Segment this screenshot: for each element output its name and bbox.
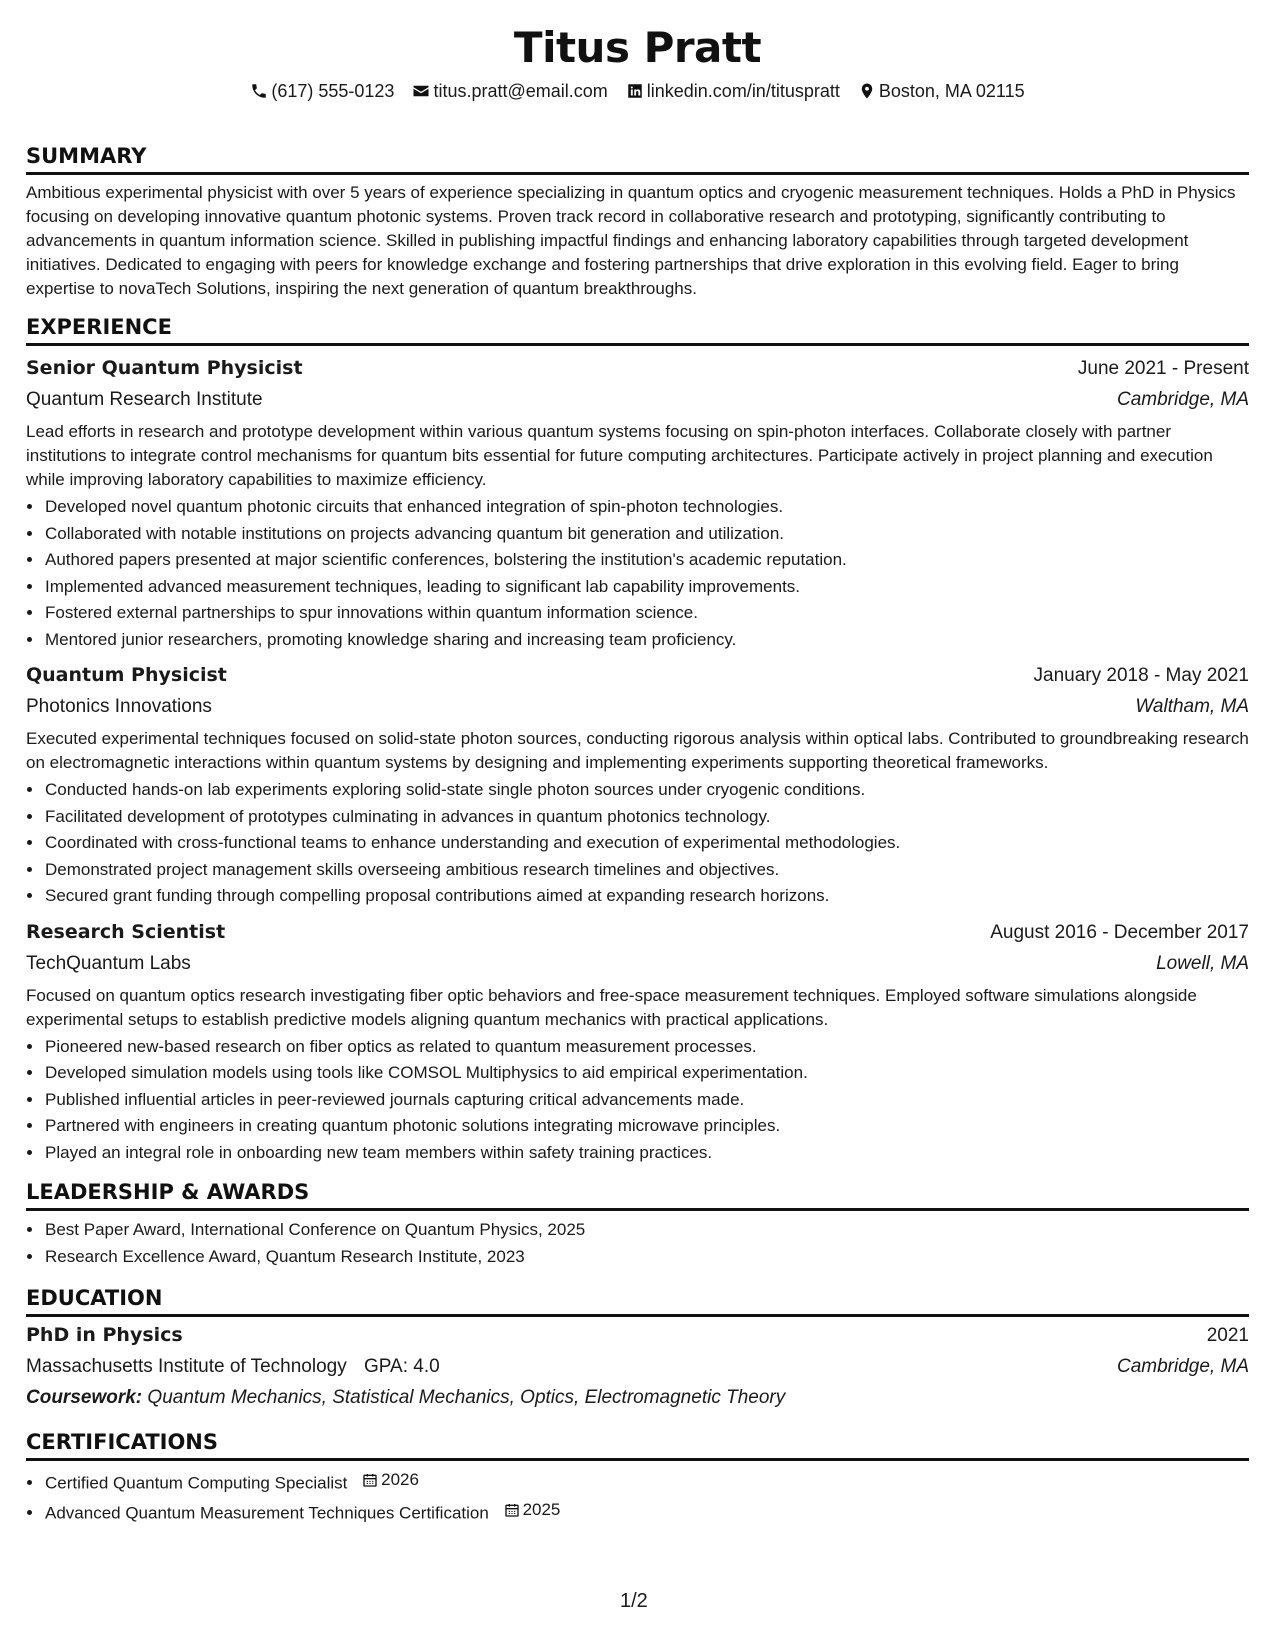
job-description: Focused on quantum optics research investigating fiber optic behaviors and free-space measurement techniques. Employed software simulations alongside experimental setups to establish predictive models aligning quantum mechanics with practical applications. bbox=[26, 985, 1197, 1029]
coursework-list: Quantum Mechanics, Statistical Mechanics, Optics, Electromagnetic Theory bbox=[147, 1387, 786, 1408]
graduation-year: 2021 bbox=[1206, 1325, 1249, 1346]
list-item bbox=[44, 1497, 1249, 1527]
linkedin-icon bbox=[626, 82, 644, 100]
candidate-name: Titus Pratt bbox=[513, 23, 762, 72]
coursework-label: Coursework: bbox=[26, 1387, 143, 1408]
phone-text: (617) 555-0123 bbox=[271, 81, 395, 101]
job-description: Lead efforts in research and prototype development within various quantum systems focusing on spin-photon interfaces. Collaborate closely with partner institutions to integrate control mechanisms for quantum bits essential for future computing architectures. Participate actively in project planning and execution while improving laboratory capabilities to maximize efficiency. bbox=[26, 422, 1213, 489]
list-item: • Collaborated with notable institutions on projects advancing quantum bit generation and utilization. bbox=[44, 521, 1249, 548]
contact-location bbox=[858, 78, 1025, 104]
list-item: • Played an integral role in onboarding new team members within safety training practices. bbox=[44, 1140, 1249, 1167]
calendar-icon bbox=[362, 1472, 378, 1488]
company-name: TechQuantum Labs bbox=[26, 952, 191, 974]
school-location: Cambridge, MA bbox=[1117, 1356, 1249, 1377]
location-text: Boston, MA 02115 bbox=[878, 81, 1025, 101]
contact-phone bbox=[250, 78, 394, 104]
list-item bbox=[44, 1467, 1249, 1497]
list-item: • Research Excellence Award, Quantum Research Institute, 2023 bbox=[44, 1244, 1249, 1271]
experience-section bbox=[26, 313, 1249, 1166]
company-name: Photonics Innovations bbox=[26, 696, 212, 717]
map-marker-icon bbox=[858, 82, 876, 100]
school-line bbox=[26, 1353, 440, 1381]
job-bullets bbox=[26, 494, 1249, 653]
page-number: 1/2 bbox=[620, 1590, 648, 1612]
company-name: Quantum Research Institute bbox=[26, 389, 263, 410]
list-item: • Secured grant funding through compelling proposal contributions aimed at expanding research horizons. bbox=[44, 883, 1249, 910]
certifications-section bbox=[26, 1428, 1249, 1527]
list-item: • Facilitated development of prototypes culminating in advances in quantum photonics technology. bbox=[44, 804, 1249, 831]
job-location: Lowell, MA bbox=[1156, 952, 1249, 974]
job-title: Research Scientist bbox=[26, 920, 226, 943]
certification-name: Advanced Quantum Measurement Techniques Certification bbox=[45, 1503, 489, 1522]
certification-year bbox=[504, 1497, 561, 1524]
list-item: • Fostered external partnerships to spur innovations within quantum information science. bbox=[44, 600, 1249, 627]
resume-header bbox=[26, 0, 1249, 104]
section-title-experience: EXPERIENCE bbox=[26, 313, 1249, 346]
job-title: Quantum Physicist bbox=[26, 664, 227, 686]
list-item: • Developed simulation models using tools like COMSOL Multiphysics to aid empirical experimentation. bbox=[44, 1060, 1249, 1087]
job-title: Senior Quantum Physicist bbox=[26, 357, 303, 379]
job-description: Executed experimental techniques focused on solid-state photon sources, conducting rigorous analysis within optical labs. Contributed to groundbreaking research on electromagnetic interactions within quantum systems by designing and implementing experiments supporting theoretical frameworks. bbox=[26, 729, 1249, 772]
calendar-icon bbox=[504, 1502, 520, 1518]
list-item: • Coordinated with cross-functional teams to enhance understanding and execution of experimental methodologies. bbox=[44, 830, 1249, 857]
job-entry bbox=[26, 918, 1249, 1167]
degree-name: PhD in Physics bbox=[26, 1324, 183, 1346]
contact-email[interactable] bbox=[412, 78, 607, 104]
gpa: GPA: 4.0 bbox=[364, 1356, 440, 1377]
certification-year-text: 2026 bbox=[381, 1470, 419, 1489]
job-entry bbox=[26, 354, 1249, 653]
list-item: • Developed novel quantum photonic circuits that enhanced integration of spin-photon technologies. bbox=[44, 494, 1249, 521]
contact-linkedin[interactable] bbox=[626, 78, 840, 104]
section-title-awards: LEADERSHIP & AWARDS bbox=[26, 1178, 1249, 1211]
job-bullets bbox=[26, 1034, 1249, 1167]
phone-icon bbox=[250, 82, 268, 100]
education-section bbox=[26, 1284, 1249, 1412]
summary-text: Ambitious experimental physicist with over 5 years of experience specializing in quantum optics and cryogenic measurement techniques. Holds a PhD in Physics focusing on developing innovative quantum photonic systems. Proven track record in collaborative research and prototyping, significantly contributing to advancements in quantum information science. Skilled in publishing impactful findings and enhancing laboratory capabilities through targeted development initiatives. Dedicated to engaging with peers for knowledge exchange and fostering partnerships that drive exploration in this evolving field. Eager to bring expertise to novaTech Solutions, inspiring the next generation of quantum breakthroughs. bbox=[26, 183, 1236, 298]
section-title-education: EDUCATION bbox=[26, 1284, 1249, 1317]
job-location: Cambridge, MA bbox=[1117, 389, 1249, 410]
envelope-icon bbox=[412, 82, 430, 100]
summary-section bbox=[26, 142, 1249, 301]
job-bullets bbox=[26, 777, 1249, 910]
certifications-list bbox=[26, 1467, 1249, 1527]
certification-year bbox=[362, 1467, 419, 1494]
section-title-certifications: CERTIFICATIONS bbox=[26, 1428, 1249, 1461]
section-title-summary: SUMMARY bbox=[26, 142, 1249, 175]
list-item: • Published influential articles in peer-reviewed journals capturing critical advancements made. bbox=[44, 1087, 1249, 1114]
list-item: • Implemented advanced measurement techniques, leading to significant lab capability improvements. bbox=[44, 574, 1249, 601]
coursework-line bbox=[26, 1384, 1249, 1412]
email-text[interactable]: titus.pratt@email.com bbox=[433, 81, 608, 101]
list-item: • Mentored junior researchers, promoting knowledge sharing and increasing team proficiency. bbox=[44, 627, 1249, 654]
list-item: • Demonstrated project management skills overseeing ambitious research timelines and objectives. bbox=[44, 857, 1249, 884]
job-entry bbox=[26, 661, 1249, 910]
linkedin-text[interactable]: linkedin.com/in/tituspratt bbox=[646, 81, 840, 101]
job-dates: August 2016 - December 2017 bbox=[990, 921, 1249, 943]
job-location: Waltham, MA bbox=[1135, 696, 1249, 717]
certification-year-text: 2025 bbox=[522, 1499, 561, 1519]
awards-section bbox=[26, 1178, 1249, 1270]
awards-list bbox=[26, 1217, 1249, 1270]
list-item: • Best Paper Award, International Conference on Quantum Physics, 2025 bbox=[44, 1217, 1249, 1244]
contact-bar bbox=[26, 78, 1249, 104]
list-item: • Partnered with engineers in creating quantum photonic solutions integrating microwave principles. bbox=[44, 1113, 1249, 1140]
list-item: • Pioneered new-based research on fiber optics as related to quantum measurement processes. bbox=[44, 1034, 1249, 1061]
job-dates: January 2018 - May 2021 bbox=[1033, 665, 1249, 686]
list-item: • Authored papers presented at major scientific conferences, bolstering the institution's academic reputation. bbox=[44, 547, 1249, 574]
list-item: • Conducted hands-on lab experiments exploring solid-state single photon sources under cryogenic conditions. bbox=[44, 777, 1249, 804]
certification-name: Certified Quantum Computing Specialist bbox=[45, 1473, 348, 1493]
school-name: Massachusetts Institute of Technology bbox=[26, 1356, 347, 1377]
job-dates: June 2021 - Present bbox=[1077, 358, 1249, 379]
